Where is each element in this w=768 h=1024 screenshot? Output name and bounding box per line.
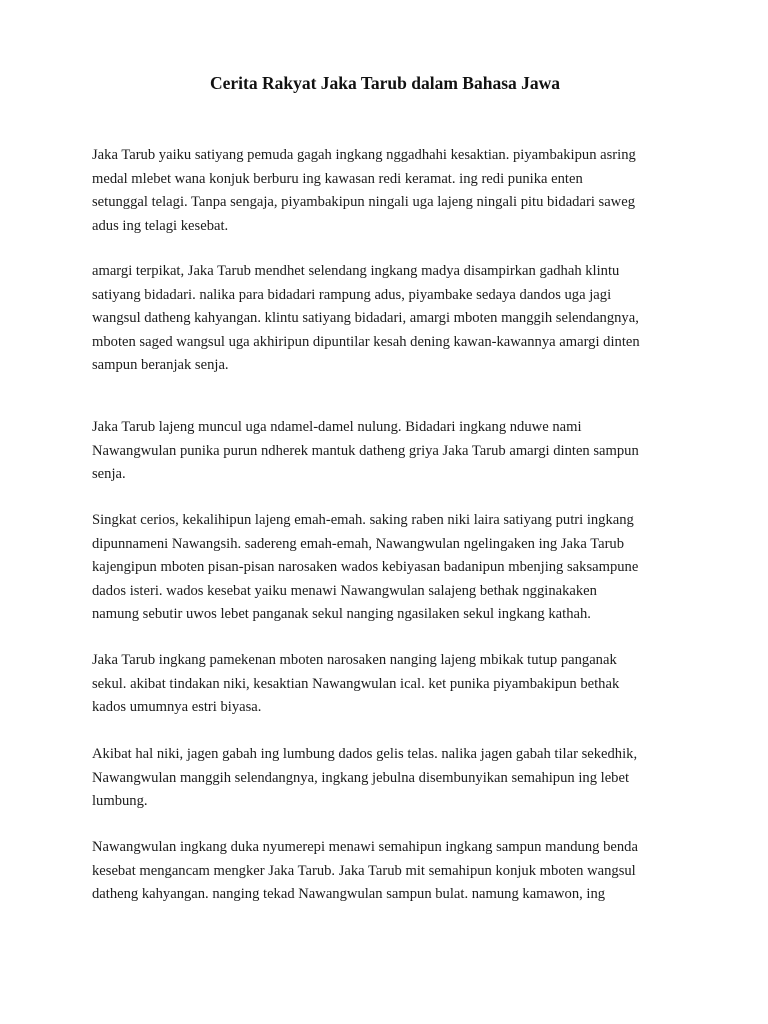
- text-line: Nawangwulan manggih selendangnya, ingkang jebulna disembunyikan semahipun ing lebet: [92, 769, 630, 786]
- text-line: sekul. akibat tindakan niki, kesaktian Nawangwulan ical. ket punika piyambakipun bethak: [92, 675, 620, 692]
- text-line: senja.: [92, 466, 126, 483]
- paragraph-1: [92, 144, 712, 238]
- text-line: setunggal telagi. Tanpa sengaja, piyambakipun ningali uga lajeng ningali pitu bidadari saweg: [92, 194, 635, 211]
- text-line: wangsul datheng kahyangan. klintu satiyang bidadari, amargi mboten manggih selendangnya,: [92, 310, 639, 327]
- text-line: adus ing telagi kesebat.: [92, 217, 229, 234]
- text-line: dipunnameni Nawangsih. sadereng emah-emah, Nawangwulan ngelingaken ing Jaka Tarub: [92, 535, 625, 552]
- text-line: Jaka Tarub lajeng muncul uga ndamel-damel nulung. Bidadari ingkang nduwe nami: [92, 419, 582, 435]
- paragraph-2: [92, 260, 712, 378]
- paragraph-7: [92, 836, 712, 907]
- text-line: amargi terpikat, Jaka Tarub mendhet selendang ingkang madya disampirkan gadhah klintu: [92, 263, 620, 279]
- paragraph-3: [92, 416, 712, 487]
- text-line: kesebat mengancam mengker Jaka Tarub. Jaka Tarub mit semahipun konjuk mboten wangsul: [92, 862, 636, 879]
- text-line: Nawangwulan punika purun ndherek mantuk datheng griya Jaka Tarub amargi dinten sampun: [92, 442, 639, 459]
- document-title: Cerita Rakyat Jaka Tarub dalam Bahasa Jawa: [209, 73, 561, 93]
- text-line: dados isteri. wados kesebat yaiku menawi Nawangwulan salajeng bethak ngginakaken: [92, 582, 597, 599]
- paragraph-6: [92, 743, 712, 814]
- text-line: satiyang bidadari. nalika para bidadari rampung adus, piyambake sedaya dandos uga jagi: [92, 286, 612, 303]
- text-line: sampun beranjak senja.: [92, 357, 229, 374]
- text-line: kados umumnya estri biyasa.: [92, 699, 262, 716]
- text-line: Akibat hal niki, jagen gabah ing lumbung dados gelis telas. nalika jagen gabah tilar sekedhik,: [92, 746, 638, 762]
- text-line: mboten saged wangsul uga akhiripun dipuntilar kesah dening kawan-kawannya amargi dinten: [92, 333, 640, 350]
- paragraph-4: [92, 509, 712, 627]
- text-line: Singkat cerios, kekalihipun lajeng emah-emah. saking raben niki laira satiyang putri ingkang: [92, 512, 634, 528]
- text-line: lumbung.: [92, 793, 148, 810]
- text-line: medal mlebet wana konjuk berburu ing kawasan redi keramat. ing redi punika enten: [92, 170, 583, 187]
- text-line: kajengipun mboten pisan-pisan narosaken wados kebiyasan badanipun mbenjing saksampune: [92, 559, 639, 576]
- text-line: namung sebutir uwos lebet panganak sekul nanging ngasilaken sekul ingkang kathah.: [92, 606, 591, 623]
- text-line: Nawangwulan ingkang duka nyumerepi menawi semahipun ingkang sampun mandung benda: [92, 839, 638, 855]
- text-line: datheng kahyangan. nanging tekad Nawangwulan sampun bulat. namung kamawon, ing: [92, 886, 606, 903]
- paragraph-5: [92, 649, 712, 720]
- text-line: Jaka Tarub yaiku satiyang pemuda gagah ingkang nggadhahi kesaktian. piyambakipun asring: [92, 147, 636, 163]
- text-line: Jaka Tarub ingkang pamekenan mboten narosaken nanging lajeng mbikak tutup panganak: [92, 652, 617, 668]
